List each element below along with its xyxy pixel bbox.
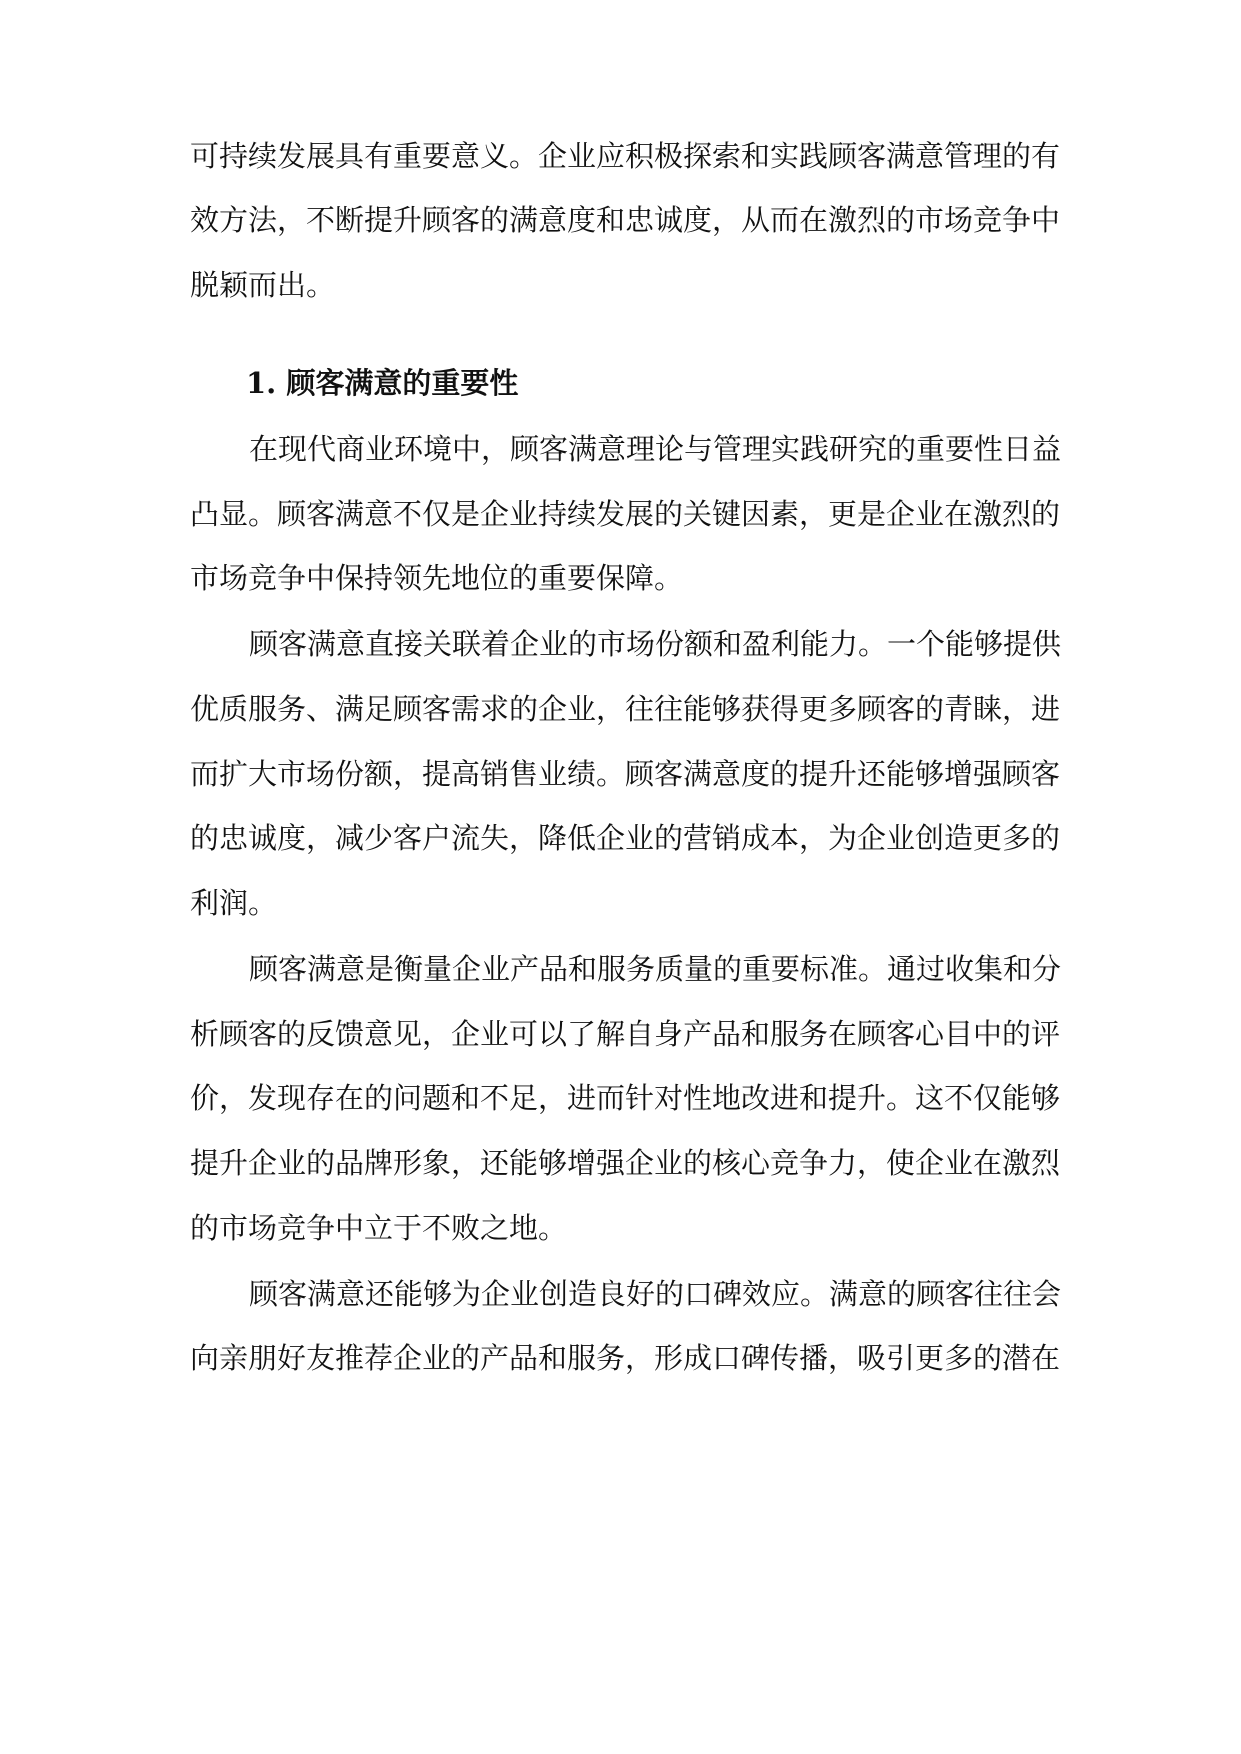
paragraph-1-line: 市场竞争中保持领先地位的重要保障。 — [190, 561, 684, 595]
paragraph-intro-line: 脱颖而出。 — [190, 268, 336, 302]
paragraph-3-line: 提升企业的品牌形象，还能够增强企业的核心竞争力，使企业在激烈 — [190, 1146, 1061, 1180]
paragraph-3-line: 的市场竞争中立于不败之地。 — [190, 1211, 568, 1245]
paragraph-3-line: 析顾客的反馈意见，企业可以了解自身产品和服务在顾客心目中的评 — [190, 1017, 1061, 1051]
paragraph-3-line: 价，发现存在的问题和不足，进而针对性地改进和提升。这不仅能够 — [190, 1081, 1061, 1115]
paragraph-2-line: 利润。 — [190, 886, 278, 920]
paragraph-intro-line: 可持续发展具有重要意义。企业应积极探索和实践顾客满意管理的有 — [190, 139, 1061, 173]
paragraph-2-line: 优质服务、满足顾客需求的企业，往往能够获得更多顾客的青睐，进 — [190, 692, 1061, 726]
paragraph-2-line: 而扩大市场份额，提高销售业绩。顾客满意度的提升还能够增强顾客 — [190, 757, 1061, 791]
paragraph-1-line: 在现代商业环境中，顾客满意理论与管理实践研究的重要性日益 — [249, 432, 1062, 466]
paragraph-1-line: 凸显。顾客满意不仅是企业持续发展的关键因素，更是企业在激烈的 — [190, 497, 1061, 531]
paragraph-4-line: 向亲朋好友推荐企业的产品和服务，形成口碑传播，吸引更多的潜在 — [190, 1341, 1061, 1375]
paragraph-4-line: 顾客满意还能够为企业创造良好的口碑效应。满意的顾客往往会 — [249, 1277, 1062, 1311]
paragraph-2-line: 顾客满意直接关联着企业的市场份额和盈利能力。一个能够提供 — [249, 627, 1062, 661]
paragraph-intro-line: 效方法，不断提升顾客的满意度和忠诚度，从而在激烈的市场竞争中 — [190, 203, 1061, 237]
paragraph-3-line: 顾客满意是衡量企业产品和服务质量的重要标准。通过收集和分 — [249, 952, 1062, 986]
section-heading: 1. 顾客满意的重要性 — [246, 366, 519, 400]
paragraph-2-line: 的忠诚度，减少客户流失，降低企业的营销成本，为企业创造更多的 — [190, 821, 1061, 855]
